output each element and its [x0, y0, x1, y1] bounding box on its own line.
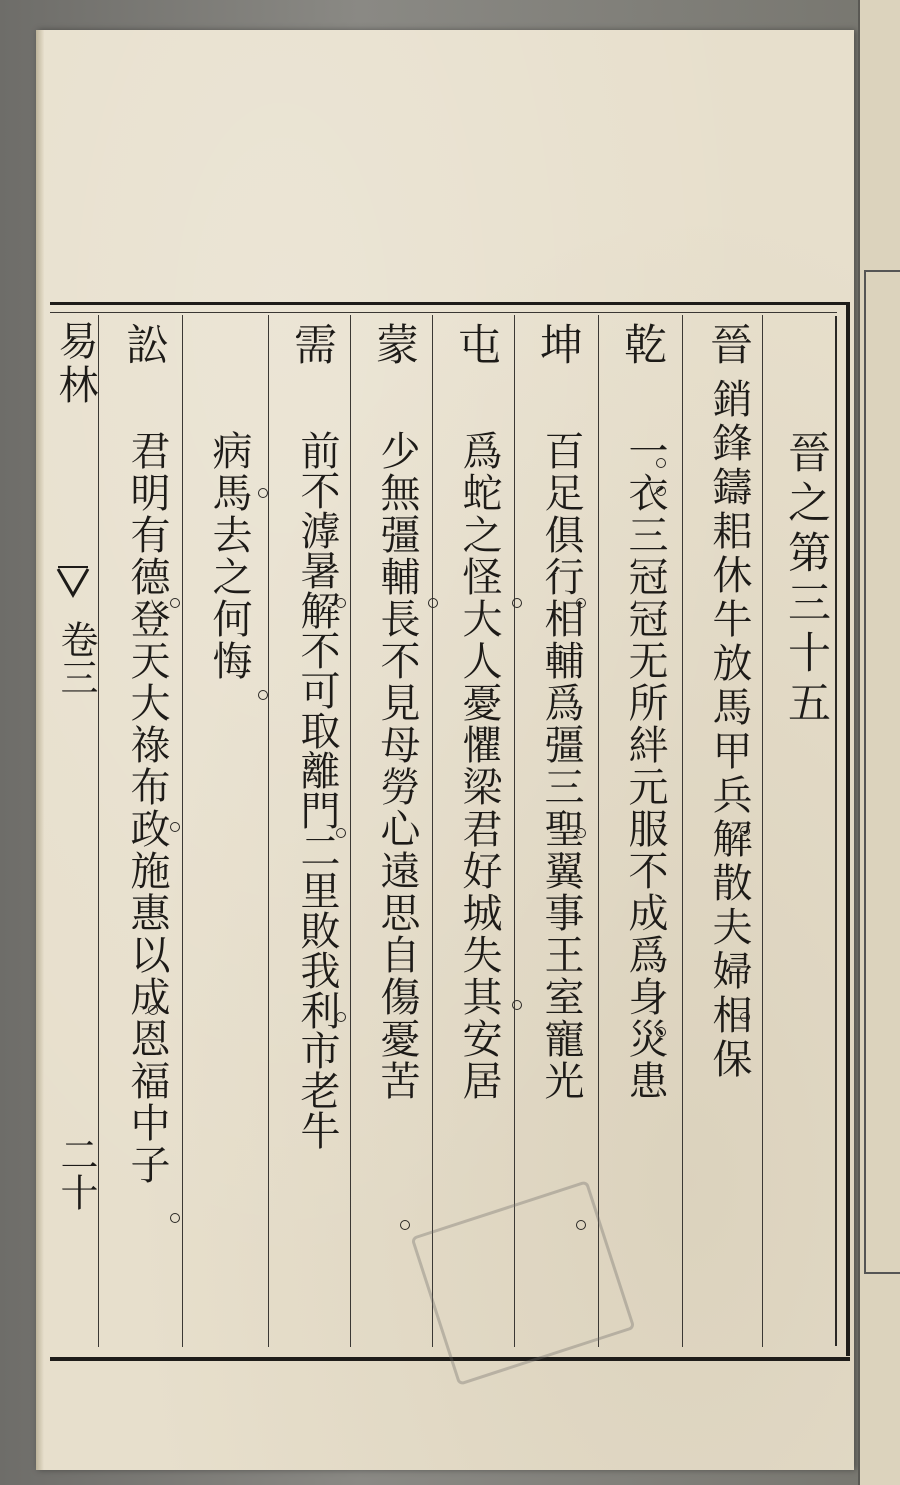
hexagram-name: 蒙	[369, 322, 419, 372]
punctuation-circle-icon	[170, 1213, 180, 1223]
verse-text: 少無彊輔長不見母勞心遠思自傷憂苦	[374, 430, 420, 1102]
page-gutter	[36, 30, 44, 1470]
frame-right-outer-rule	[846, 302, 850, 1356]
punctuation-circle-icon	[336, 1012, 346, 1022]
adjacent-page-frame	[864, 270, 900, 1274]
column-rule	[598, 315, 599, 1347]
hexagram-name: 訟	[119, 322, 169, 372]
column-rule	[350, 315, 351, 1347]
punctuation-circle-icon	[740, 826, 750, 836]
column-rule	[762, 315, 763, 1347]
frame-right-inner-rule	[835, 316, 837, 1346]
verse-text: 君明有德登天大祿布政施惠以成恩福中子	[124, 430, 170, 1186]
verse-text: 病馬去之何悔	[206, 430, 252, 682]
frame-inner-top-rule	[50, 312, 837, 313]
chapter-heading: 晉之第三十五	[781, 430, 831, 730]
punctuation-circle-icon	[576, 598, 586, 608]
verse-text: 一衣三冠冠无所絆元服不成爲身災患	[622, 430, 668, 1102]
punctuation-circle-icon	[656, 1027, 666, 1037]
column-rule	[432, 315, 433, 1347]
fish-tail-mark-icon	[56, 565, 90, 615]
punctuation-circle-icon	[258, 488, 268, 498]
punctuation-circle-icon	[428, 598, 438, 608]
hexagram-name: 晉	[703, 322, 753, 372]
punctuation-circle-icon	[170, 822, 180, 832]
verse-text: 銷鋒鑄耜休牛放馬甲兵解散夫婦相保	[706, 378, 752, 1082]
punctuation-circle-icon	[740, 1012, 750, 1022]
hexagram-name: 屯	[451, 322, 501, 372]
verse-text: 百足俱行相輔爲彊三聖翼事王室寵光	[538, 430, 584, 1102]
column-rule	[268, 315, 269, 1347]
punctuation-circle-icon	[512, 1000, 522, 1010]
hexagram-name: 需	[287, 322, 337, 372]
margin-folio-number: 二十	[54, 1135, 98, 1211]
punctuation-circle-icon	[512, 598, 522, 608]
punctuation-circle-icon	[400, 1220, 410, 1230]
hexagram-name: 乾	[617, 322, 667, 372]
margin-juan-number: 卷三	[54, 620, 98, 696]
punctuation-circle-icon	[656, 458, 666, 468]
hexagram-name: 坤	[533, 322, 583, 372]
punctuation-circle-icon	[656, 486, 666, 496]
verse-text: 前不滹暑解不可取離門二里敗我利市老牛	[294, 430, 340, 1150]
column-rule	[98, 315, 99, 1347]
adjacent-page-edge	[858, 0, 900, 1485]
column-rule	[182, 315, 183, 1347]
punctuation-circle-icon	[148, 1005, 158, 1015]
verse-text: 爲蛇之怪大人憂懼梁君好城失其安居	[456, 430, 502, 1102]
punctuation-circle-icon	[576, 828, 586, 838]
column-rule	[682, 315, 683, 1347]
column-rule	[514, 315, 515, 1347]
punctuation-circle-icon	[258, 690, 268, 700]
punctuation-circle-icon	[336, 828, 346, 838]
punctuation-circle-icon	[336, 598, 346, 608]
margin-book-title: 易林	[52, 320, 98, 408]
punctuation-circle-icon	[170, 598, 180, 608]
